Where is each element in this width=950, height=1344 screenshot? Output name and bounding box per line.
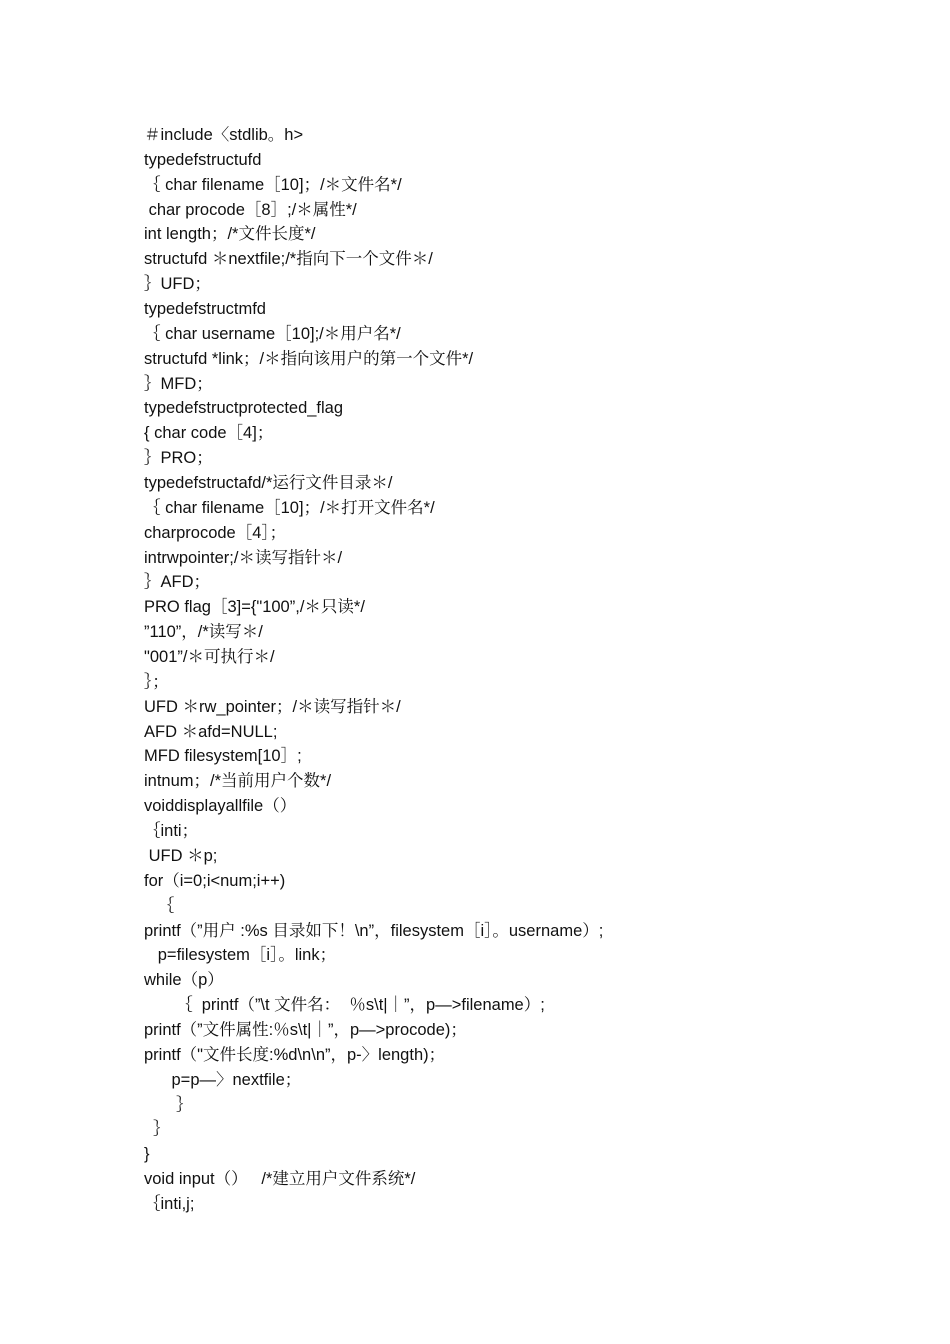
code-line: "001”/＊可执行＊/ [144,648,275,667]
code-line: voiddisplayallfile（） [144,797,297,816]
code-line: ＃include〈stdlib。h> [144,126,304,144]
code-line: p=p—〉nextfile； [144,1070,302,1089]
code-line: ｝MFD； [144,374,213,393]
code-line: ｛ char filename［10]；/＊打开文件名*/ [144,498,435,517]
code-line: structufd ＊nextfile;/*指向下一个文件＊/ [144,250,433,269]
code-line: UFD ＊p; [144,846,218,865]
code-line: ｛ char username［10];/＊用户名*/ [144,324,401,343]
code-line: printf（”用户 :%s 目录如下！\n”，filesystem［i］。username）; [144,921,604,940]
code-line: { char code［4]； [144,424,274,443]
code-line: charprocode［4］； [144,523,287,542]
code-line: typedefstructafd/*运行文件目录＊/ [144,474,393,493]
code-line: ｛ [144,896,175,915]
code-line: ｝ [144,1095,193,1114]
code-line: ｝； [144,672,169,691]
code-line: for（i=0;i<num;i++) [144,871,286,890]
code-line: ｛ char filename［10]；/＊文件名*/ [144,175,402,194]
code-line: ｛ printf（”\t 文件名： ％s\t|｜”，p—>filename）; [144,996,545,1015]
code-line: } [144,1145,150,1164]
code-line: ｛inti,j; [144,1194,195,1213]
code-line: AFD ＊afd=NULL; [144,722,278,741]
code-line: p=filesystem［i］。link； [144,946,337,965]
code-line: while（p） [144,971,224,990]
code-line: void input（） /*建立用户文件系统*/ [144,1170,416,1189]
code-line: structufd *link；/＊指向该用户的第一个文件*/ [144,349,474,368]
code-line: typedefstructmfd [144,300,266,319]
code-line: ｛inti； [144,822,199,841]
code-line: printf（”文件属性:％s\t|｜”，p—>procode)； [144,1020,467,1039]
code-line: intnum；/*当前用户个数*/ [144,772,332,791]
code-document [144,123,924,1217]
code-line: int length；/*文件长度*/ [144,225,316,244]
code-line: typedefstructprotected_flag [144,399,344,418]
code-line: char procode［8］;/＊属性*/ [144,200,357,219]
code-line: ｝UFD； [144,275,211,294]
code-line: PRO flag［3]={"100”,/＊只读*/ [144,598,365,617]
code-line: printf（"文件长度:%d\n\n”，p-〉length)； [144,1045,446,1064]
code-line: ｝PRO； [144,449,213,468]
code-line: UFD ＊rw_pointer；/＊读写指针＊/ [144,697,401,716]
code-line: ”110”，/*读写＊/ [144,623,263,642]
code-line: intrwpointer;/＊读写指针＊/ [144,548,343,567]
code-line: ｝ [144,1120,170,1139]
code-line: MFD filesystem[10］; [144,747,302,766]
code-line: typedefstructufd [144,150,262,169]
code-line: ｝AFD； [144,573,210,592]
